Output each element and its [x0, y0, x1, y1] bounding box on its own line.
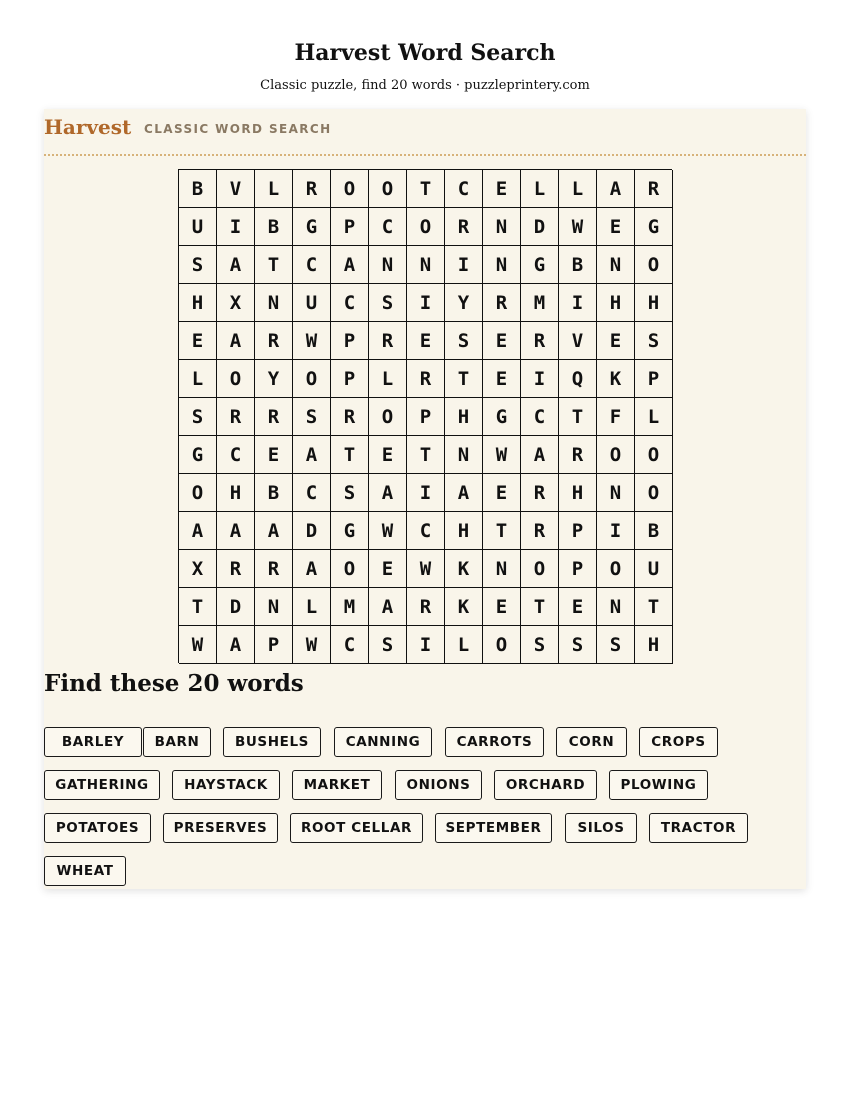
grid-cell: S [521, 626, 559, 664]
grid-cell: N [255, 588, 293, 626]
grid-cell: O [369, 170, 407, 208]
word-chip: PRESERVES [163, 813, 278, 843]
word-chip: SEPTEMBER [435, 813, 552, 843]
grid-cell: E [407, 322, 445, 360]
card-header [44, 109, 806, 156]
grid-cell: O [407, 208, 445, 246]
word-chip: WHEAT [44, 856, 126, 886]
grid-cell: I [559, 284, 597, 322]
grid-cell: T [445, 360, 483, 398]
grid-cell: N [597, 246, 635, 284]
grid-cell: H [445, 398, 483, 436]
grid-cell: L [179, 360, 217, 398]
grid-cell: K [445, 550, 483, 588]
grid-cell: I [407, 626, 445, 664]
grid-cell: A [217, 246, 255, 284]
word-chip: BARN [143, 727, 211, 757]
grid-cell: A [217, 322, 255, 360]
grid-cell: R [521, 512, 559, 550]
grid-cell: A [369, 474, 407, 512]
grid-cell: P [559, 512, 597, 550]
grid-cell: O [635, 246, 673, 284]
grid-cell: G [331, 512, 369, 550]
grid-cell: O [597, 550, 635, 588]
grid-cell: A [217, 626, 255, 664]
grid-cell: R [293, 170, 331, 208]
grid-cell: F [597, 398, 635, 436]
grid-cell: E [483, 474, 521, 512]
grid-cell: R [521, 322, 559, 360]
grid-cell: L [559, 170, 597, 208]
grid-cell: O [521, 550, 559, 588]
word-chip: PLOWING [609, 770, 708, 800]
grid-cell: L [293, 588, 331, 626]
grid-cell: H [635, 626, 673, 664]
grid-cell: W [293, 322, 331, 360]
grid-cell: M [521, 284, 559, 322]
grid-cell: S [179, 398, 217, 436]
grid-cell: A [445, 474, 483, 512]
grid-cell: C [521, 398, 559, 436]
word-chip: CARROTS [445, 727, 544, 757]
grid-cell: R [331, 398, 369, 436]
word-chip: ONIONS [395, 770, 482, 800]
grid-cell: O [635, 436, 673, 474]
grid-cell: R [217, 398, 255, 436]
grid-cell: L [369, 360, 407, 398]
grid-cell: N [445, 436, 483, 474]
grid-cell: E [369, 436, 407, 474]
grid-cell: S [597, 626, 635, 664]
word-chip: ORCHARD [494, 770, 597, 800]
word-list-heading: Find these 20 words [44, 670, 304, 697]
grid-cell: H [597, 284, 635, 322]
grid-cell: T [255, 246, 293, 284]
grid-cell: L [255, 170, 293, 208]
word-chip: MARKET [292, 770, 382, 800]
grid-cell: B [559, 246, 597, 284]
grid-cell: E [597, 322, 635, 360]
word-chip: CROPS [639, 727, 718, 757]
grid-cell: N [597, 474, 635, 512]
grid-cell: L [635, 398, 673, 436]
grid-cell: D [293, 512, 331, 550]
grid-cell: N [483, 246, 521, 284]
grid-cell: A [255, 512, 293, 550]
grid-cell: G [483, 398, 521, 436]
word-chip: BARLEY [44, 727, 142, 757]
grid-cell: C [293, 474, 331, 512]
word-chip: TRACTOR [649, 813, 748, 843]
word-chip: CANNING [334, 727, 432, 757]
grid-cell: L [445, 626, 483, 664]
grid-cell: O [179, 474, 217, 512]
grid-cell: V [559, 322, 597, 360]
grid-cell: R [483, 284, 521, 322]
grid-cell: C [331, 284, 369, 322]
letter-grid [178, 169, 672, 663]
grid-cell: D [521, 208, 559, 246]
grid-cell: O [217, 360, 255, 398]
grid-cell: N [255, 284, 293, 322]
grid-cell: R [559, 436, 597, 474]
grid-cell: E [179, 322, 217, 360]
grid-cell: P [407, 398, 445, 436]
grid-cell: D [217, 588, 255, 626]
grid-cell: I [407, 474, 445, 512]
grid-cell: A [179, 512, 217, 550]
grid-cell: W [369, 512, 407, 550]
grid-cell: H [445, 512, 483, 550]
grid-cell: M [331, 588, 369, 626]
grid-cell: W [179, 626, 217, 664]
word-chip: BUSHELS [223, 727, 321, 757]
grid-cell: O [293, 360, 331, 398]
grid-cell: W [293, 626, 331, 664]
grid-cell: H [217, 474, 255, 512]
page-subtitle: Classic puzzle, find 20 words · puzzleprintery.com [260, 78, 590, 93]
grid-cell: S [369, 626, 407, 664]
grid-cell: P [559, 550, 597, 588]
word-chip: ROOT CELLAR [290, 813, 423, 843]
grid-cell: A [521, 436, 559, 474]
grid-cell: R [445, 208, 483, 246]
grid-cell: C [407, 512, 445, 550]
grid-cell: R [217, 550, 255, 588]
grid-cell: S [369, 284, 407, 322]
grid-cell: X [179, 550, 217, 588]
grid-cell: O [331, 550, 369, 588]
grid-cell: V [217, 170, 255, 208]
grid-cell: T [483, 512, 521, 550]
grid-cell: G [635, 208, 673, 246]
grid-cell: H [559, 474, 597, 512]
grid-cell: G [179, 436, 217, 474]
grid-cell: A [597, 170, 635, 208]
grid-cell: E [483, 322, 521, 360]
grid-cell: O [635, 474, 673, 512]
grid-cell: N [597, 588, 635, 626]
grid-cell: E [559, 588, 597, 626]
grid-cell: R [255, 398, 293, 436]
grid-cell: Y [255, 360, 293, 398]
grid-cell: S [331, 474, 369, 512]
grid-cell: B [635, 512, 673, 550]
grid-cell: U [635, 550, 673, 588]
grid-cell: I [407, 284, 445, 322]
puzzle-card [44, 109, 806, 889]
word-chip: HAYSTACK [172, 770, 280, 800]
grid-cell: A [217, 512, 255, 550]
grid-cell: Y [445, 284, 483, 322]
brand-title: Harvest [44, 115, 132, 139]
grid-cell: B [179, 170, 217, 208]
grid-cell: C [445, 170, 483, 208]
grid-cell: K [597, 360, 635, 398]
grid-cell: I [217, 208, 255, 246]
grid-cell: B [255, 208, 293, 246]
grid-cell: G [521, 246, 559, 284]
grid-cell: T [331, 436, 369, 474]
grid-cell: P [331, 208, 369, 246]
grid-cell: S [179, 246, 217, 284]
grid-cell: T [407, 170, 445, 208]
grid-cell: C [293, 246, 331, 284]
grid-cell: R [255, 322, 293, 360]
grid-cell: T [179, 588, 217, 626]
grid-cell: W [483, 436, 521, 474]
grid-cell: T [407, 436, 445, 474]
grid-cell: P [635, 360, 673, 398]
word-chip: CORN [556, 727, 627, 757]
grid-cell: Q [559, 360, 597, 398]
grid-cell: O [331, 170, 369, 208]
page-title: Harvest Word Search [294, 40, 556, 66]
grid-cell: S [445, 322, 483, 360]
grid-cell: E [369, 550, 407, 588]
grid-cell: R [255, 550, 293, 588]
grid-cell: C [331, 626, 369, 664]
grid-cell: E [483, 170, 521, 208]
grid-cell: O [483, 626, 521, 664]
grid-cell: W [559, 208, 597, 246]
grid-cell: S [293, 398, 331, 436]
grid-cell: E [597, 208, 635, 246]
grid-cell: A [293, 550, 331, 588]
grid-cell: G [293, 208, 331, 246]
grid-cell: C [217, 436, 255, 474]
word-chip: POTATOES [44, 813, 151, 843]
grid-cell: E [483, 360, 521, 398]
grid-cell: I [597, 512, 635, 550]
grid-cell: S [635, 322, 673, 360]
grid-cell: T [559, 398, 597, 436]
grid-cell: P [331, 322, 369, 360]
grid-cell: N [483, 208, 521, 246]
grid-cell: T [521, 588, 559, 626]
grid-cell: N [483, 550, 521, 588]
puzzle-type-label: CLASSIC WORD SEARCH [144, 122, 332, 136]
grid-cell: X [217, 284, 255, 322]
grid-cell: A [331, 246, 369, 284]
grid-cell: K [445, 588, 483, 626]
grid-cell: C [369, 208, 407, 246]
grid-cell: R [635, 170, 673, 208]
grid-cell: P [255, 626, 293, 664]
grid-cell: H [179, 284, 217, 322]
grid-cell: H [635, 284, 673, 322]
grid-cell: A [293, 436, 331, 474]
grid-cell: E [483, 588, 521, 626]
grid-cell: T [635, 588, 673, 626]
grid-cell: N [407, 246, 445, 284]
grid-cell: W [407, 550, 445, 588]
grid-cell: R [369, 322, 407, 360]
grid-cell: I [521, 360, 559, 398]
grid-cell: U [293, 284, 331, 322]
grid-cell: R [521, 474, 559, 512]
grid-cell: O [597, 436, 635, 474]
grid-cell: E [255, 436, 293, 474]
grid-cell: I [445, 246, 483, 284]
word-chip: GATHERING [44, 770, 160, 800]
grid-cell: R [407, 588, 445, 626]
grid-cell: N [369, 246, 407, 284]
grid-cell: A [369, 588, 407, 626]
grid-cell: B [255, 474, 293, 512]
word-chip: SILOS [565, 813, 637, 843]
grid-cell: R [407, 360, 445, 398]
grid-cell: P [331, 360, 369, 398]
grid-cell: O [369, 398, 407, 436]
grid-cell: L [521, 170, 559, 208]
grid-cell: U [179, 208, 217, 246]
grid-cell: S [559, 626, 597, 664]
